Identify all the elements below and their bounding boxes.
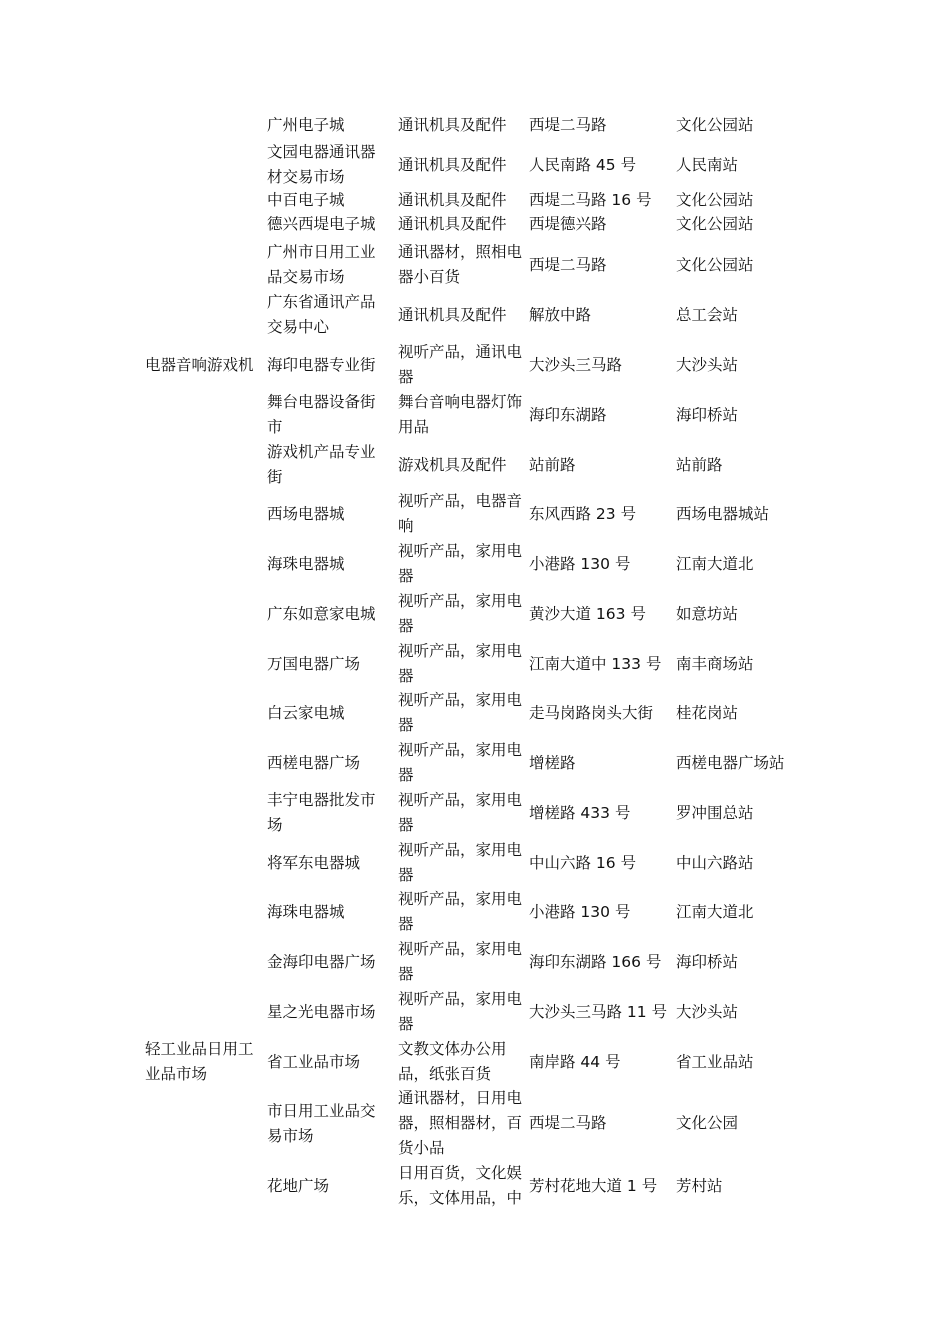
station-cell xyxy=(676,188,816,213)
address-cell xyxy=(529,1086,674,1161)
market-name-cell-text: 丰宁电器批发市场 xyxy=(267,791,376,834)
table-row xyxy=(0,489,950,539)
market-name-cell-text: 白云家电城 xyxy=(267,703,345,722)
address-cell xyxy=(529,340,674,390)
product-type-cell xyxy=(398,489,530,539)
station-cell-text: 省工业品站 xyxy=(676,1052,754,1071)
market-name-cell xyxy=(267,639,387,689)
station-cell xyxy=(676,1037,816,1087)
market-name-cell-text: 广州电子城 xyxy=(267,116,345,134)
market-name-cell xyxy=(267,390,387,440)
category-cell xyxy=(145,440,265,490)
address-cell-text: 西堤德兴路 xyxy=(529,215,607,233)
address-cell-text: 西堤二马路 xyxy=(529,255,607,274)
product-type-cell xyxy=(398,738,530,788)
station-cell xyxy=(676,390,816,440)
address-cell-text: 增槎路 xyxy=(529,753,576,772)
market-name-cell xyxy=(267,987,387,1037)
station-cell xyxy=(676,240,816,290)
product-type-cell-text: 视听产品，家用电器 xyxy=(398,741,523,784)
market-name-cell xyxy=(267,188,387,213)
product-type-cell xyxy=(398,140,530,190)
category-cell xyxy=(145,639,265,689)
table-row xyxy=(0,212,950,237)
address-cell xyxy=(529,390,674,440)
table-row xyxy=(0,440,950,490)
product-type-cell-text: 视听产品，家用电器 xyxy=(398,642,523,685)
product-type-cell xyxy=(398,589,530,639)
table-row xyxy=(0,113,950,138)
market-name-cell xyxy=(267,140,387,190)
product-type-cell xyxy=(398,838,530,888)
product-type-cell xyxy=(398,1037,530,1087)
market-name-cell xyxy=(267,240,387,290)
product-type-cell xyxy=(398,1161,530,1211)
address-cell-text: 黄沙大道 163 号 xyxy=(529,604,646,623)
category-cell xyxy=(145,489,265,539)
market-name-cell xyxy=(267,212,387,237)
product-type-cell-text: 日用百货，文化娱乐，文体用品，中 xyxy=(398,1164,523,1207)
station-cell xyxy=(676,788,816,838)
product-type-cell xyxy=(398,212,530,237)
market-name-cell-text: 广东如意家电城 xyxy=(267,604,376,623)
station-cell xyxy=(676,539,816,589)
market-name-cell xyxy=(267,1037,387,1087)
address-cell xyxy=(529,1161,674,1211)
station-cell-text: 江南大道北 xyxy=(676,902,754,921)
market-name-cell xyxy=(267,738,387,788)
address-cell-text: 江南大道中 133 号 xyxy=(529,654,662,673)
product-type-cell-text: 视听产品，家用电器 xyxy=(398,592,523,635)
address-cell xyxy=(529,290,674,340)
category-cell xyxy=(145,1161,265,1211)
product-type-cell xyxy=(398,188,530,213)
table-row xyxy=(0,838,950,888)
address-cell-text: 小港路 130 号 xyxy=(529,902,631,921)
product-type-cell-text: 通讯机具及配件 xyxy=(398,116,507,134)
table-row xyxy=(0,987,950,1037)
category-cell xyxy=(145,1086,265,1161)
market-name-cell xyxy=(267,838,387,888)
address-cell xyxy=(529,188,674,213)
address-cell xyxy=(529,140,674,190)
product-type-cell-text: 视听产品，家用电器 xyxy=(398,990,523,1033)
market-name-cell-text: 海珠电器城 xyxy=(267,554,345,573)
address-cell xyxy=(529,489,674,539)
address-cell-text: 东风西路 23 号 xyxy=(529,504,637,523)
product-type-cell xyxy=(398,290,530,340)
category-cell xyxy=(145,937,265,987)
table-row xyxy=(0,738,950,788)
market-name-cell-text: 海印电器专业街 xyxy=(267,355,376,374)
market-name-cell xyxy=(267,290,387,340)
product-type-cell xyxy=(398,987,530,1037)
station-cell-text: 如意坊站 xyxy=(676,604,739,623)
station-cell-text: 西场电器城站 xyxy=(676,504,770,523)
market-name-cell xyxy=(267,113,387,138)
address-cell xyxy=(529,688,674,738)
product-type-cell-text: 视听产品，家用电器 xyxy=(398,890,523,933)
address-cell-text: 西堤二马路 xyxy=(529,1114,607,1132)
product-type-cell xyxy=(398,1086,530,1161)
market-name-cell-text: 花地广场 xyxy=(267,1176,330,1195)
station-cell-text: 文化公园站 xyxy=(676,116,754,134)
station-cell xyxy=(676,1161,816,1211)
product-type-cell-text: 通讯机具及配件 xyxy=(398,215,507,233)
category-cell xyxy=(145,290,265,340)
station-cell-text: 人民南站 xyxy=(676,155,739,174)
table-row xyxy=(0,1086,950,1161)
table-row xyxy=(0,1161,950,1211)
address-cell-text: 增槎路 433 号 xyxy=(529,803,631,822)
product-type-cell-text: 视听产品，家用电器 xyxy=(398,791,523,834)
address-cell xyxy=(529,440,674,490)
market-name-cell-text: 西场电器城 xyxy=(267,504,345,523)
category-cell xyxy=(145,113,265,138)
station-cell xyxy=(676,1086,816,1161)
category-cell xyxy=(145,539,265,589)
station-cell-text: 文化公园站 xyxy=(676,215,754,233)
product-type-cell xyxy=(398,639,530,689)
station-cell-text: 海印桥站 xyxy=(676,405,739,424)
market-name-cell-text: 广州市日用工业品交易市场 xyxy=(267,243,376,286)
product-type-cell-text: 视听产品，电器音响 xyxy=(398,492,523,535)
address-cell-text: 人民南路 45 号 xyxy=(529,155,637,174)
station-cell xyxy=(676,340,816,390)
station-cell xyxy=(676,688,816,738)
table-row xyxy=(0,539,950,589)
table-row xyxy=(0,688,950,738)
station-cell xyxy=(676,738,816,788)
address-cell-text: 小港路 130 号 xyxy=(529,554,631,573)
product-type-cell-text: 视听产品，家用电器 xyxy=(398,841,523,884)
address-cell xyxy=(529,738,674,788)
station-cell-text: 江南大道北 xyxy=(676,554,754,573)
category-cell-text: 轻工业品日用工业品市场 xyxy=(145,1040,254,1083)
station-cell xyxy=(676,639,816,689)
table-row xyxy=(0,140,950,190)
market-name-cell xyxy=(267,489,387,539)
station-cell xyxy=(676,440,816,490)
station-cell xyxy=(676,290,816,340)
product-type-cell xyxy=(398,113,530,138)
station-cell-text: 总工会站 xyxy=(676,305,739,324)
product-type-cell xyxy=(398,539,530,589)
table-row xyxy=(0,937,950,987)
market-name-cell xyxy=(267,1161,387,1211)
address-cell xyxy=(529,887,674,937)
station-cell xyxy=(676,489,816,539)
product-type-cell xyxy=(398,788,530,838)
product-type-cell-text: 视听产品，家用电器 xyxy=(398,691,523,734)
category-cell xyxy=(145,340,265,390)
table-row xyxy=(0,639,950,689)
address-cell xyxy=(529,788,674,838)
station-cell-text: 站前路 xyxy=(676,455,723,474)
address-cell xyxy=(529,639,674,689)
category-cell xyxy=(145,987,265,1037)
category-cell xyxy=(145,212,265,237)
address-cell-text: 南岸路 44 号 xyxy=(529,1052,621,1071)
product-type-cell-text: 游戏机具及配件 xyxy=(398,455,507,474)
table-row xyxy=(0,390,950,440)
product-type-cell-text: 通讯机具及配件 xyxy=(398,155,507,174)
station-cell xyxy=(676,937,816,987)
market-name-cell xyxy=(267,1086,387,1161)
address-cell xyxy=(529,937,674,987)
product-type-cell xyxy=(398,887,530,937)
table-row xyxy=(0,1037,950,1087)
station-cell xyxy=(676,589,816,639)
table-row xyxy=(0,290,950,340)
market-name-cell xyxy=(267,688,387,738)
station-cell-text: 罗冲围总站 xyxy=(676,803,754,822)
category-cell xyxy=(145,1037,265,1087)
market-name-cell xyxy=(267,539,387,589)
station-cell xyxy=(676,838,816,888)
market-name-cell-text: 西槎电器广场 xyxy=(267,753,361,772)
product-type-cell-text: 通讯机具及配件 xyxy=(398,191,507,209)
address-cell xyxy=(529,113,674,138)
address-cell-text: 大沙头三马路 11 号 xyxy=(529,1002,668,1021)
product-type-cell xyxy=(398,390,530,440)
category-cell xyxy=(145,688,265,738)
market-name-cell-text: 市日用工业品交易市场 xyxy=(267,1101,376,1145)
product-type-cell xyxy=(398,440,530,490)
category-cell xyxy=(145,838,265,888)
address-cell-text: 解放中路 xyxy=(529,305,592,324)
table-row xyxy=(0,340,950,390)
station-cell-text: 芳村站 xyxy=(676,1176,723,1195)
category-cell xyxy=(145,788,265,838)
product-type-cell-text: 通讯器材，日用电器，照相器材，百货小品 xyxy=(398,1089,523,1157)
station-cell-text: 大沙头站 xyxy=(676,1002,739,1021)
address-cell-text: 站前路 xyxy=(529,455,576,474)
address-cell-text: 大沙头三马路 xyxy=(529,355,623,374)
product-type-cell-text: 舞台音响电器灯饰用品 xyxy=(398,393,523,436)
product-type-cell xyxy=(398,240,530,290)
station-cell-text: 桂花岗站 xyxy=(676,703,739,722)
table-row xyxy=(0,887,950,937)
product-type-cell-text: 通讯机具及配件 xyxy=(398,305,507,324)
address-cell-text: 海印东湖路 xyxy=(529,405,607,424)
market-name-cell-text: 文园电器通讯器材交易市场 xyxy=(267,143,376,186)
station-cell-text: 西槎电器广场站 xyxy=(676,753,785,772)
address-cell xyxy=(529,539,674,589)
market-name-cell-text: 金海印电器广场 xyxy=(267,952,376,971)
product-type-cell-text: 视听产品，家用电器 xyxy=(398,542,523,585)
market-name-cell-text: 省工业品市场 xyxy=(267,1052,361,1071)
address-cell-text: 海印东湖路 166 号 xyxy=(529,952,662,971)
market-name-cell xyxy=(267,440,387,490)
station-cell-text: 文化公园站 xyxy=(676,255,754,274)
table-row xyxy=(0,589,950,639)
table-row xyxy=(0,188,950,213)
station-cell xyxy=(676,113,816,138)
market-name-cell xyxy=(267,887,387,937)
station-cell-text: 文化公园 xyxy=(676,1114,739,1132)
station-cell-text: 大沙头站 xyxy=(676,355,739,374)
market-name-cell-text: 将军东电器城 xyxy=(267,853,361,872)
market-name-cell xyxy=(267,589,387,639)
market-name-cell-text: 舞台电器设备街市 xyxy=(267,393,376,436)
category-cell xyxy=(145,140,265,190)
product-type-cell xyxy=(398,340,530,390)
market-name-cell xyxy=(267,340,387,390)
address-cell-text: 西堤二马路 xyxy=(529,116,607,134)
station-cell-text: 南丰商场站 xyxy=(676,654,754,673)
product-type-cell-text: 视听产品，家用电器 xyxy=(398,940,523,983)
market-name-cell-text: 万国电器广场 xyxy=(267,654,361,673)
station-cell-text: 文化公园站 xyxy=(676,191,754,209)
address-cell xyxy=(529,1037,674,1087)
market-name-cell-text: 广东省通讯产品交易中心 xyxy=(267,293,376,336)
product-type-cell-text: 文教文体办公用品，纸张百货 xyxy=(398,1040,507,1083)
category-cell xyxy=(145,589,265,639)
station-cell-text: 中山六路站 xyxy=(676,853,754,872)
station-cell-text: 海印桥站 xyxy=(676,952,739,971)
station-cell xyxy=(676,887,816,937)
product-type-cell-text: 视听产品，通讯电器 xyxy=(398,343,523,386)
product-type-cell xyxy=(398,688,530,738)
address-cell xyxy=(529,240,674,290)
address-cell xyxy=(529,987,674,1037)
address-cell xyxy=(529,838,674,888)
market-name-cell-text: 海珠电器城 xyxy=(267,902,345,921)
address-cell-text: 西堤二马路 16 号 xyxy=(529,191,652,209)
category-cell xyxy=(145,390,265,440)
address-cell xyxy=(529,589,674,639)
market-name-cell xyxy=(267,788,387,838)
category-cell xyxy=(145,188,265,213)
category-cell xyxy=(145,240,265,290)
address-cell-text: 中山六路 16 号 xyxy=(529,853,637,872)
market-name-cell-text: 星之光电器市场 xyxy=(267,1002,376,1021)
table-row xyxy=(0,788,950,838)
category-cell xyxy=(145,738,265,788)
market-name-cell-text: 德兴西堤电子城 xyxy=(267,215,376,233)
station-cell xyxy=(676,987,816,1037)
market-name-cell xyxy=(267,937,387,987)
address-cell xyxy=(529,212,674,237)
address-cell-text: 芳村花地大道 1 号 xyxy=(529,1176,658,1195)
station-cell xyxy=(676,140,816,190)
product-type-cell xyxy=(398,937,530,987)
address-cell-text: 走马岗路岗头大街 xyxy=(529,703,654,722)
table-row xyxy=(0,240,950,290)
station-cell xyxy=(676,212,816,237)
product-type-cell-text: 通讯器材，照相电器小百货 xyxy=(398,243,523,286)
category-cell-text: 电器音响游戏机 xyxy=(145,355,254,374)
market-name-cell-text: 中百电子城 xyxy=(267,191,345,209)
market-name-cell-text: 游戏机产品专业街 xyxy=(267,443,376,486)
category-cell xyxy=(145,887,265,937)
